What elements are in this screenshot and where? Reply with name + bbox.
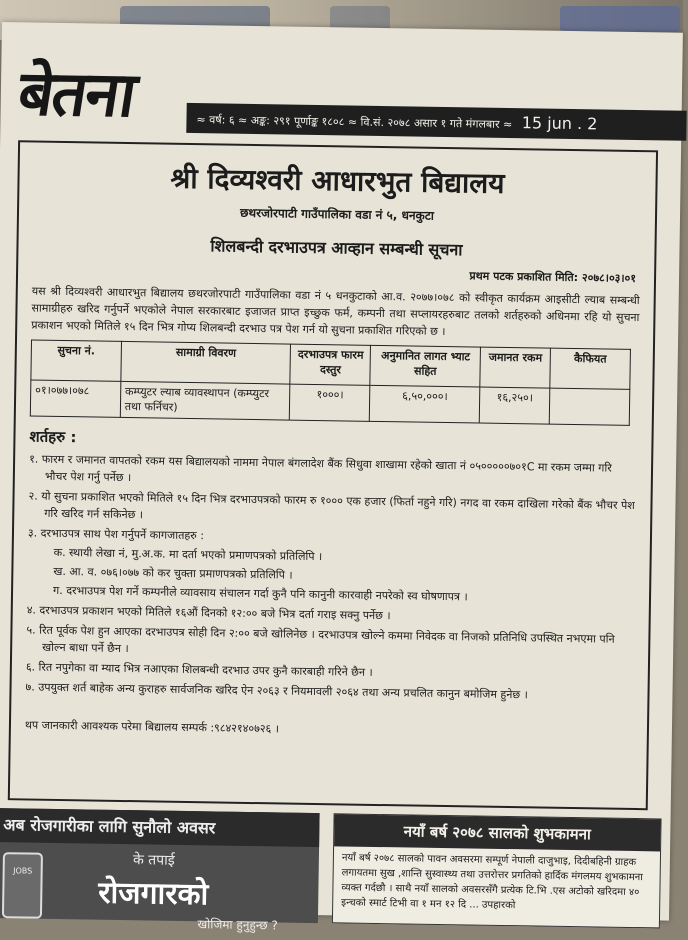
shelf-object [560,6,680,32]
notice-subject: शिलबन्दी दरभाउपत्र आव्हान सम्बन्धी सूचना [210,236,463,260]
job-ad-big-text: रोजगारको [98,875,209,913]
job-ad-tagline: खोजिमा हुनुहुन्छ ? [197,917,278,933]
condition-item: ६. रित नपुगेका वा म्याद भित्र नआएका शिलबन्धी दरभाउ उपर कुनै कारबाही गरिने छैन । [25,660,373,679]
col-header: दरभाउपत्र फारम दस्तुर [290,344,371,385]
condition-item: ४. दरभाउपत्र प्रकाशन भएको मितिले १६औं दिनको १२:०० बजे भित्र दर्ता गराइ सक्नु पर्नेछ । [26,603,391,623]
phone-icon [2,852,43,919]
col-header: सुचना नं. [31,340,121,381]
tender-notice [8,140,658,810]
greeting-headline: नयाँ बर्ष २०७८ सालको शुभकामना [334,814,660,851]
table-cell: ६,५०,०००। [370,385,480,423]
newspaper-page [0,22,683,933]
greeting-body: नयाँ बर्ष २०७८ सालको पावन अवसरमा सम्पूर्ण नेपाली दाजुभाइ, दिदीबहिनी ग्राहक लगायतमा सुख ,शान्ति सुस्वास्थ्य तथा उत्तरोत्तर प्रगतिको हार्दिक मंगलमय शुभकामना व्यक्त गर्दछौ । साथै नयाँ सालको अवसरसँगै प्रत्येक टि.भि .एस अटोको खरिदमा ४० इन्चको स्मार्ट टिभी वा १ मन १२ दि ... उपहारको [341,852,643,912]
table-cell: ०१।०७७।०७८ [30,380,120,417]
phone-jobs-label: JOBS [13,866,33,876]
table-cell: १६,२५०। [479,387,549,424]
notice-body: यस श्री दिव्यश्वरी आधारभुत बिद्यालय छथरजोरपाटी गाउँपालिका वडा नं ५ धनकुटाको आ.व. २०७७।०७८ को स्वीकृत कार्यक्रम आइसीटी ल्याब सम्बन्धी सामाग्रीहरु खरिद गर्नुपर्ने भएकोले नेपाल सरकारबाट इजाजत प्राप्त इच्छुक फर्म, कम्पनी तथा सप्लायरहरुबाट तलको शर्तहरुको अधिनमा रहि यो सुचना प्रकाशन भएको मितिले १५ दिन भित्र गोप्य शिलबन्दी दरभाउ पत्र पेश गर्न यो सुचना प्रकाशित गरिएको छ । [31,284,640,339]
condition-text: ३. दरभाउपत्र साथ पेश गर्नुपर्ने कागजातहरु : [27,526,205,543]
contact-line: थप जानकारी आवश्यक परेमा बिद्यालय सम्पर्क :९८४२१४०७२६ । [24,718,280,736]
table-cell [549,388,629,425]
conditions-list [25,450,637,705]
document-sublist [43,544,636,608]
condition-item [27,524,636,608]
sub-item: ग. दरभाउपत्र पेश गर्ने कम्पनीले व्यावसाय संचालन गर्दा कुनै पनि कानुनी कारवाही नपरेको स्व घोषणापत्र । [52,583,468,604]
job-ad-question: के तपाई [132,852,175,869]
sub-item: क. स्थायी लेखा नं, मु.अ.क. मा दर्ता भएको प्रमाणपत्रको प्रतिलिपि । [53,545,323,564]
new-year-greeting-ad [332,813,662,928]
tender-table [30,339,631,425]
masthead [13,44,679,154]
conditions-title: शर्तहरु : [29,427,77,447]
sub-item: ख. आ. व. ०७६।०७७ को कर चुक्ता प्रमाणपत्रको प्रतिलिपि । [53,564,293,582]
publish-date: प्रथम पटक प्रकाशित मिति: २०७८।०३।०१ [469,269,637,285]
condition-item: २. यो सुचना प्रकाशित भएको मितिले १५ दिन भित्र दरभाउपत्रको फारम रु १००० एक हजार (फिर्ता नहुने गरि) नगद वा रकम दाखिला गरेको बैंक भौचर पेश गरि खरिद गर्न सकिनेछ । [28,489,635,522]
issue-date: 15 jun . 2 [521,113,598,134]
issue-info-bar [186,103,686,141]
col-header: जमानत रकम [480,347,551,388]
job-advertisement [0,808,320,933]
school-address: छथरजोरपाटी गाउँपालिका वडा नं ५, धनकुटा [239,205,435,223]
newspaper-logo: बेतना [13,56,140,131]
table-cell: कम्प्युटर ल्याब व्यावस्थापन (कम्प्युटर तथा फर्निचर) [120,381,290,420]
school-name: श्री दिव्यश्वरी आधारभुत बिद्यालय [170,161,505,200]
table-cell: १०००। [290,384,370,421]
col-header: अनुमानित लागत भ्याट सहित [370,345,480,387]
condition-item: १. फारम र जमानत वापतको रकम यस बिद्यालयको नाममा नेपाल बंगलादेश बैंक सिधुवा शाखामा रहेको खाता नं ०५०००००७०१C मा रकम जम्मा गरि भौचर पेश गर्नु पर्नेछ । [29,452,612,485]
col-header: सामाग्री विवरण [121,341,291,384]
condition-item: ७. उपयुक्त शर्त बाहेक अन्य कुराहरु सार्वजनिक खरिद ऐन २०६३ र नियमावली २०६४ तथा अन्य प्रचलित कानुन बमोजिम हुनेछ । [25,680,528,702]
col-header: कैफियत [550,348,631,389]
issue-line: ≈ वर्ष: ६ ≈ अङ्क: २९१ पूर्णाङ्क १८०८ ≈ वि.सं. २०७८ असार १ गते मंगलबार ≈ [196,113,513,132]
condition-item: ५. रित पूर्वक पेश हुन आएका दरभाउपत्र सोही दिन २:०० बजे खोलिनेछ । दरभाउपत्र खोल्ने कममा निवेदक वा निजको प्रतिनिधि उपस्थित नभएमा पनि खोल्न बाधा पर्ने छैन । [26,623,615,656]
job-ad-headline: अब रोजगारीका लागि सुनौलो अवसर [0,808,320,847]
